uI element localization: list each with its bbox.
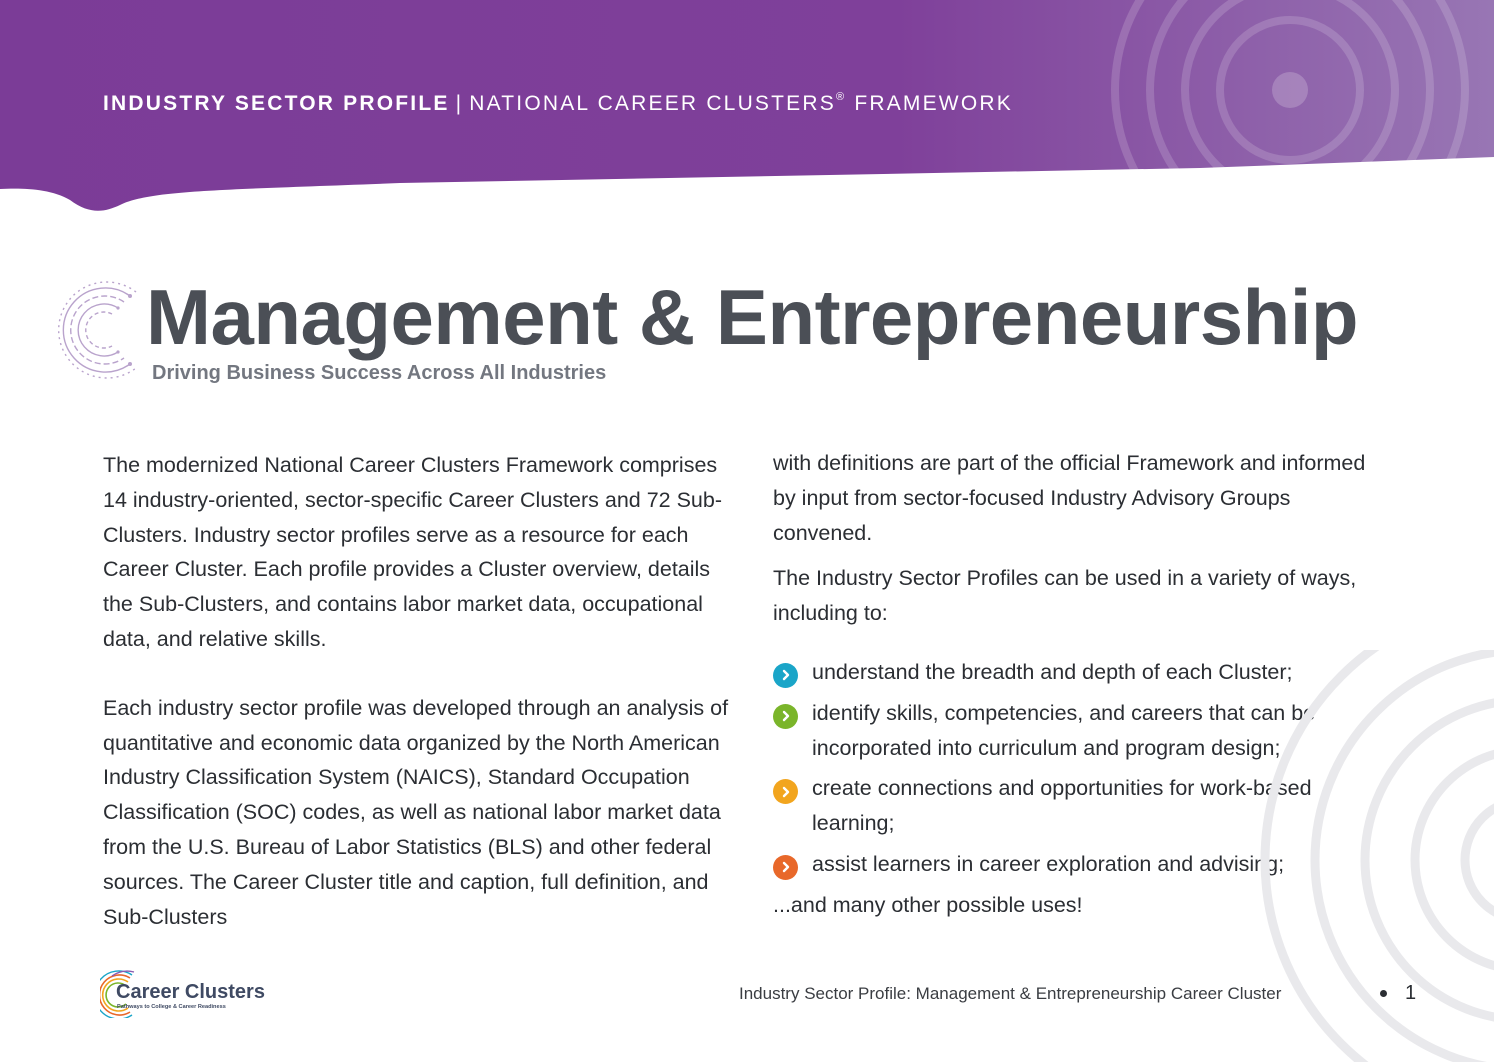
continuation-paragraph: with definitions are part of the official Framework and informed by input from sector-focused Industry Advisory Groups convened. [773, 451, 1366, 545]
chevron-right-icon [773, 855, 798, 880]
list-item-text: understand the breadth and depth of each Cluster; [812, 659, 1293, 684]
chevron-right-icon [773, 704, 798, 729]
header-separator: | [455, 92, 464, 115]
page-subtitle: Driving Business Success Across All Industries [152, 362, 607, 384]
left-column [103, 448, 733, 934]
logo-name: Career Clusters [116, 981, 265, 1003]
uses-intro-paragraph: The Industry Sector Profiles can be used in a variety of ways, including to: [773, 566, 1357, 626]
career-clusters-logo [100, 970, 300, 1018]
footer-caption: Industry Sector Profile: Management & Entrepreneurship Career Cluster [739, 984, 1282, 1003]
career-clusters-c-icon [52, 278, 144, 382]
list-item-text: identify skills, competencies, and careers that can be incorporated into curriculum and program design; [812, 700, 1316, 760]
page-number: 1 [1405, 982, 1417, 1004]
header-framework-label: NATIONAL CAREER CLUSTERS [469, 92, 836, 115]
footer-bullet [1380, 990, 1387, 997]
list-item-text: assist learners in career exploration and advising; [812, 851, 1285, 876]
registered-mark: ® [835, 91, 847, 103]
closing-line: ...and many other possible uses! [773, 892, 1083, 917]
logo-tagline: Pathways to College & Career Readiness [117, 1004, 226, 1010]
chevron-right-icon [773, 663, 798, 688]
methodology-paragraph: Each industry sector profile was developed through an analysis of quantitative and economic data organized by the North American Industry Classification System (NAICS), Standard Occupation Classification (SOC) codes, as well as national labor market data from the U.S. Bureau of Labor Statistics (BLS) and other federal sources. The Career Cluster title and caption, full definition, and Sub-Clusters [103, 695, 729, 929]
header-framework-suffix: FRAMEWORK [854, 92, 1013, 115]
header-title [103, 92, 1013, 116]
header-profile-label: INDUSTRY SECTOR PROFILE [103, 92, 450, 115]
intro-paragraph: The modernized National Career Clusters Framework comprises 14 industry-oriented, sector-specific Career Clusters and 72 Sub-Clusters. Industry sector profiles serve as a resource for each Career Cluster. Each profile provides a Cluster overview, details the Sub-Clusters, and contains labor market data, occupational data, and relative skills. [103, 453, 723, 651]
chevron-right-icon [773, 779, 798, 804]
list-item-text: create connections and opportunities for work-based learning; [812, 776, 1312, 836]
page-title: Management & Entrepreneurship [146, 273, 1359, 361]
